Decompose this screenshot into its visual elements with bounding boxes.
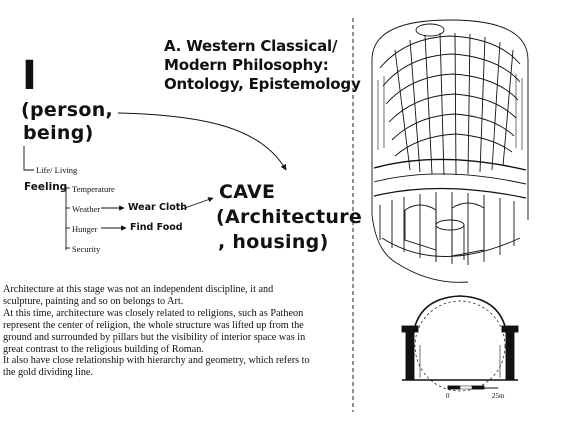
paragraph-line: the gold dividing line. [3,367,93,379]
feeling-tree-lines [24,146,70,250]
heading-line-1: A. Western Classical/ [164,37,338,55]
heading-line-2: Modern Philosophy: [164,56,329,74]
paragraph-line: ground and surrounded by pillars but the visibility of interior space was in [3,331,306,343]
wear-cloth-label: Wear Cloth [128,202,188,213]
cave-architecture-label: (Architecture [216,206,363,228]
paragraph-line: great contrast to the religious building of Roman. [3,343,204,355]
temperature-label: Temperature [72,184,115,194]
paragraph-line: At this time, architecture was closely related to religions, such as Patheon [3,307,304,319]
paragraph-1 [3,284,348,308]
life-living-label: Life/ Living [36,165,78,175]
subject-letter: I [22,53,37,99]
cave-housing-label: , housing) [218,231,329,253]
hunger-label: Hunger [72,224,98,234]
pantheon-cutaway-illustration [372,20,528,282]
paragraph-3 [3,355,348,379]
scale-zero-label: 0 [446,392,450,400]
paragraph-line: It also have close relationship with hierarchy and geometry, which refers to [3,355,310,367]
pantheon-section-illustration [402,296,518,391]
person-to-cave-arrow [118,113,286,170]
paragraph-2 [3,308,348,356]
paragraph-line: represent the center of religion, the whole structure was lifted up from the [3,319,304,331]
subject-being-label: being) [23,122,94,144]
weather-label: Weather [72,204,101,214]
paragraph-line: Architecture at this stage was not an independent discipline, it and [3,284,274,295]
body-text [3,284,348,379]
subject-person-label: (person, [21,99,114,121]
scale-end-label: 25m [492,392,505,400]
cave-title: CAVE [219,181,276,203]
heading-line-3: Ontology, Epistemology [164,75,361,93]
security-label: Security [72,244,101,254]
find-food-label: Find Food [130,222,183,233]
feeling-label: Feeling [24,181,68,193]
paragraph-line: sculpture, painting and so on belongs to Art. [3,295,184,307]
